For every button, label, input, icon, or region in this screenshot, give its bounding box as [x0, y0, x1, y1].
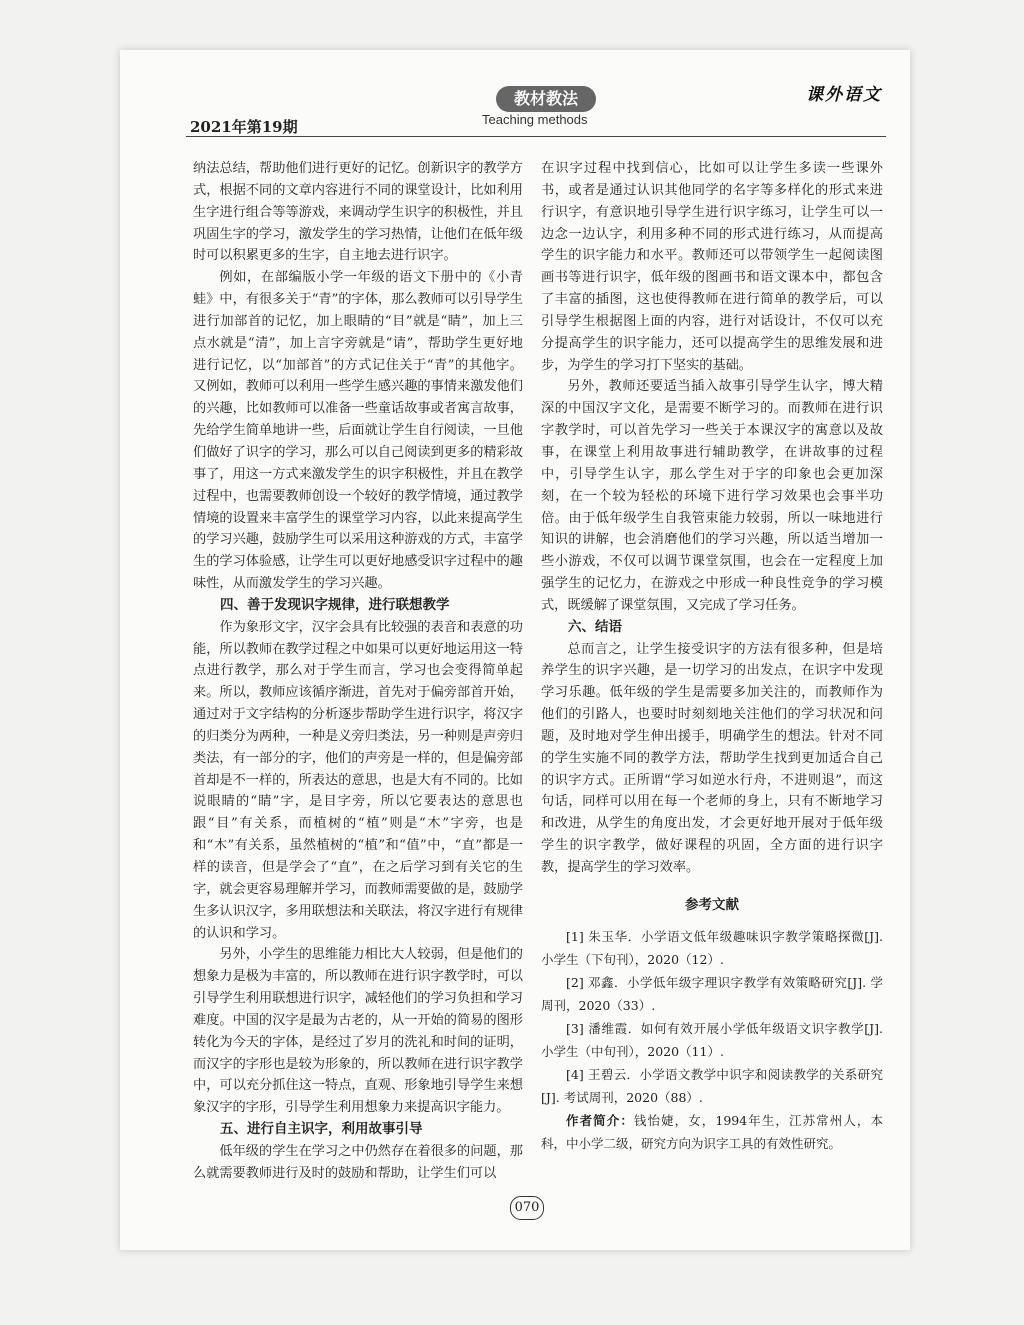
section-banner: 教材教法: [496, 86, 596, 112]
left-column: [193, 158, 523, 1185]
section-heading: 六、结语: [568, 618, 622, 635]
page-number: 070: [510, 1196, 544, 1220]
reference-item: [1] 朱玉华．小学语文低年级趣味识字教学策略探微[J]. 小学生（下旬刊），2020（12）.: [541, 928, 883, 967]
reference-item: [4] 王碧云．小学语文教学中识字和阅读教学的关系研究[J]. 考试周刊，2020（88）.: [541, 1066, 883, 1105]
section-heading: 五、进行自主识字，利用故事引导: [220, 1121, 423, 1138]
header-divider: [186, 136, 886, 137]
body-paragraph: 纳法总结，帮助他们进行更好的记忆。创新识字的教学方式，根据不同的文章内容进行不同的课堂设计，比如利用生字进行组合等等游戏，来调动学生识字的积极性，并且巩固生字的学习，激发学生的学习热情，让他们在低年级时可以积累更多的生字，自主地去进行识字。: [193, 161, 523, 264]
body-paragraph: 在识字过程中找到信心，比如可以让学生多读一些课外书，或者是通过认识其他同学的名字等多样化的形式来进行识字，有意识地引导学生进行识字练习，让学生可以一边念一边认字，利用多种不同的形式进行练习，从而提高学生的识字能力和水平。教师还可以带领学生一起阅读图画书等进行识字，低年级的图画书和语文课本中，都包含了丰富的插图，这也使得教师在进行简单的教学后，可以引导学生根据图上面的内容，进行对话设计，不仅可以充分提高学生的识字能力，还可以提高学生的思维发展和进步，为学生的学习打下坚实的基础。: [541, 161, 883, 373]
body-paragraph: 例如，在部编版小学一年级的语文下册中的《小青蛙》中，有很多关于“青”的字体，那么教师可以引导学生进行加部首的记忆，加上眼睛的“目”就是“睛”，加上三点水就是“清”，加上言字旁就是“请”，帮助学生更好地进行记忆，以“加部首”的方式记住关于“青”的其他字。又例如，教师可以利用一些学生感兴趣的事情来激发他们的兴趣，比如教师可以准备一些童话故事或者寓言故事，先给学生简单地讲一些，后面就让学生自行阅读，一旦他们做好了识字的学习，那么可以自己阅读到更多的精彩故事了，用这一方式来激发学生的识字积极性，并且在教学过程中，也需要教师创设一个较好的教学情境，通过教学情境的设置来丰富学生的课堂学习内容，以此来提高学生的学习兴趣，鼓励学生可以采用这种游戏的方式，丰富学生的学习体验感，让学生可以更好地感受识字过程中的趣味性，从而激发学生的学习兴趣。: [193, 270, 523, 592]
references-title: 参考文献: [685, 896, 739, 913]
author-note-text: 钱怡婕，女，1994年生，江苏常州人，本科，中小学二级，研究方向为识字工具的有效性研究。: [541, 1112, 883, 1151]
magazine-logo: 课外语文: [806, 85, 882, 105]
body-paragraph: 另外，教师还要适当插入故事引导学生认字，博大精深的中国汉字文化，是需要不断学习的。而教师在进行识字教学时，可以首先学习一些关于本课汉字的寓意以及故事，在课堂上利用故事进行辅助教学，在讲故事的过程中，引导学生认字，那么学生对于字的印象也会更加深刻，在一个较为轻松的环境下进行学习效果也会事半功倍。由于低年级学生自我管束能力较弱，所以一味地进行知识的讲解，也会消磨他们的学习兴趣，所以适当增加一些小游戏，不仅可以调节课堂氛围，也会在一定程度上加强学生的记忆力，在游戏之中形成一种良性竞争的学习模式，既缓解了课堂氛围，又完成了学习任务。: [541, 379, 883, 613]
reference-item: [2] 邓鑫．小学低年级字理识字教学有效策略研究[J]. 学周刊，2020（33）.: [541, 974, 883, 1013]
author-note: [541, 1109, 883, 1155]
body-paragraph: 另外，小学生的思维能力相比大人较弱，但是他们的想象力是极为丰富的，所以教师在进行识字教学时，可以引导学生利用联想进行识字，减轻他们的学习负担和学习难度。中国的汉字是最为古老的，从一开始的简易的图形转化为今天的字体，是经过了岁月的洗礼和时间的证明，而汉字的字形也是较为形象的，所以教师在进行识字教学中，可以充分抓住这一特点，直观、形象地引导学生来想象汉字的字形，引导学生利用想象力来提高识字能力。: [193, 947, 523, 1116]
body-paragraph: 低年级的学生在学习之中仍然存在着很多的问题，那么就需要教师进行及时的鼓励和帮助，让学生们可以: [193, 1143, 523, 1181]
body-paragraph: 总而言之，让学生接受识字的方法有很多种，但是培养学生的识字兴趣，是一切学习的出发点，在识字中发现学习乐趣。低年级的学生是需要多加关注的，而教师作为他们的引路人，也要时时刻刻地关注他们的学习状况和问题，及时地对学生伸出援手，明确学生的想法。针对不同的学生实施不同的教学方法，帮助学生找到更加适合自己的识字方式。正所谓“学习如逆水行舟，不进则退”，而这句话，同样可以用在每一个老师的身上，只有不断地学习和改进，从学生的角度出发，才会更好地开展对于低年级学生的识字教学，做好课程的巩固，全方面的进行识字教，提高学生的学习效率。: [541, 641, 883, 875]
reference-item: [3] 潘维霞．如何有效开展小学低年级语文识字教学[J]. 小学生（中旬刊），2020（11）.: [541, 1020, 883, 1059]
body-paragraph: 作为象形文字，汉字会具有比较强的表音和表意的功能，所以教师在教学过程之中如果可以更好地运用这一特点进行教学，那么对于学生而言，学习也会变得简单起来。所以，教师应该循序渐进，首先对于偏旁部首开始，通过对于文字结构的分析逐步帮助学生进行识字，将汉字的归类分为两种，一种是义旁归类法，另一种则是声旁归类法，有一部分的字，他们的声旁是一样的，但是偏旁部首却是不一样的，所表达的意思，也是大有不同的。比如说眼睛的“睛”字，是目字旁，所以它要表达的意思也跟“目”有关系，而植树的“植”则是“木”字旁，也是和“木”有关系，虽然植树的“植”和“值”中，“直”都是一样的读音，但是学会了“直”，在之后学习到有关它的生字，就会更容易理解并学习，而教师需要做的是，鼓励学生多认识汉字，多用联想法和关联法，将汉字进行有规律的认识和学习。: [193, 619, 523, 941]
right-column-body: [541, 158, 883, 879]
journal-issue: 2021年第19期: [190, 118, 298, 136]
references-list: [541, 925, 883, 1109]
section-subtitle: Teaching methods: [482, 112, 588, 127]
author-note-label: 作者简介：: [566, 1112, 634, 1128]
right-column: [541, 158, 883, 1155]
section-heading: 四、善于发现识字规律，进行联想教学: [220, 596, 450, 613]
